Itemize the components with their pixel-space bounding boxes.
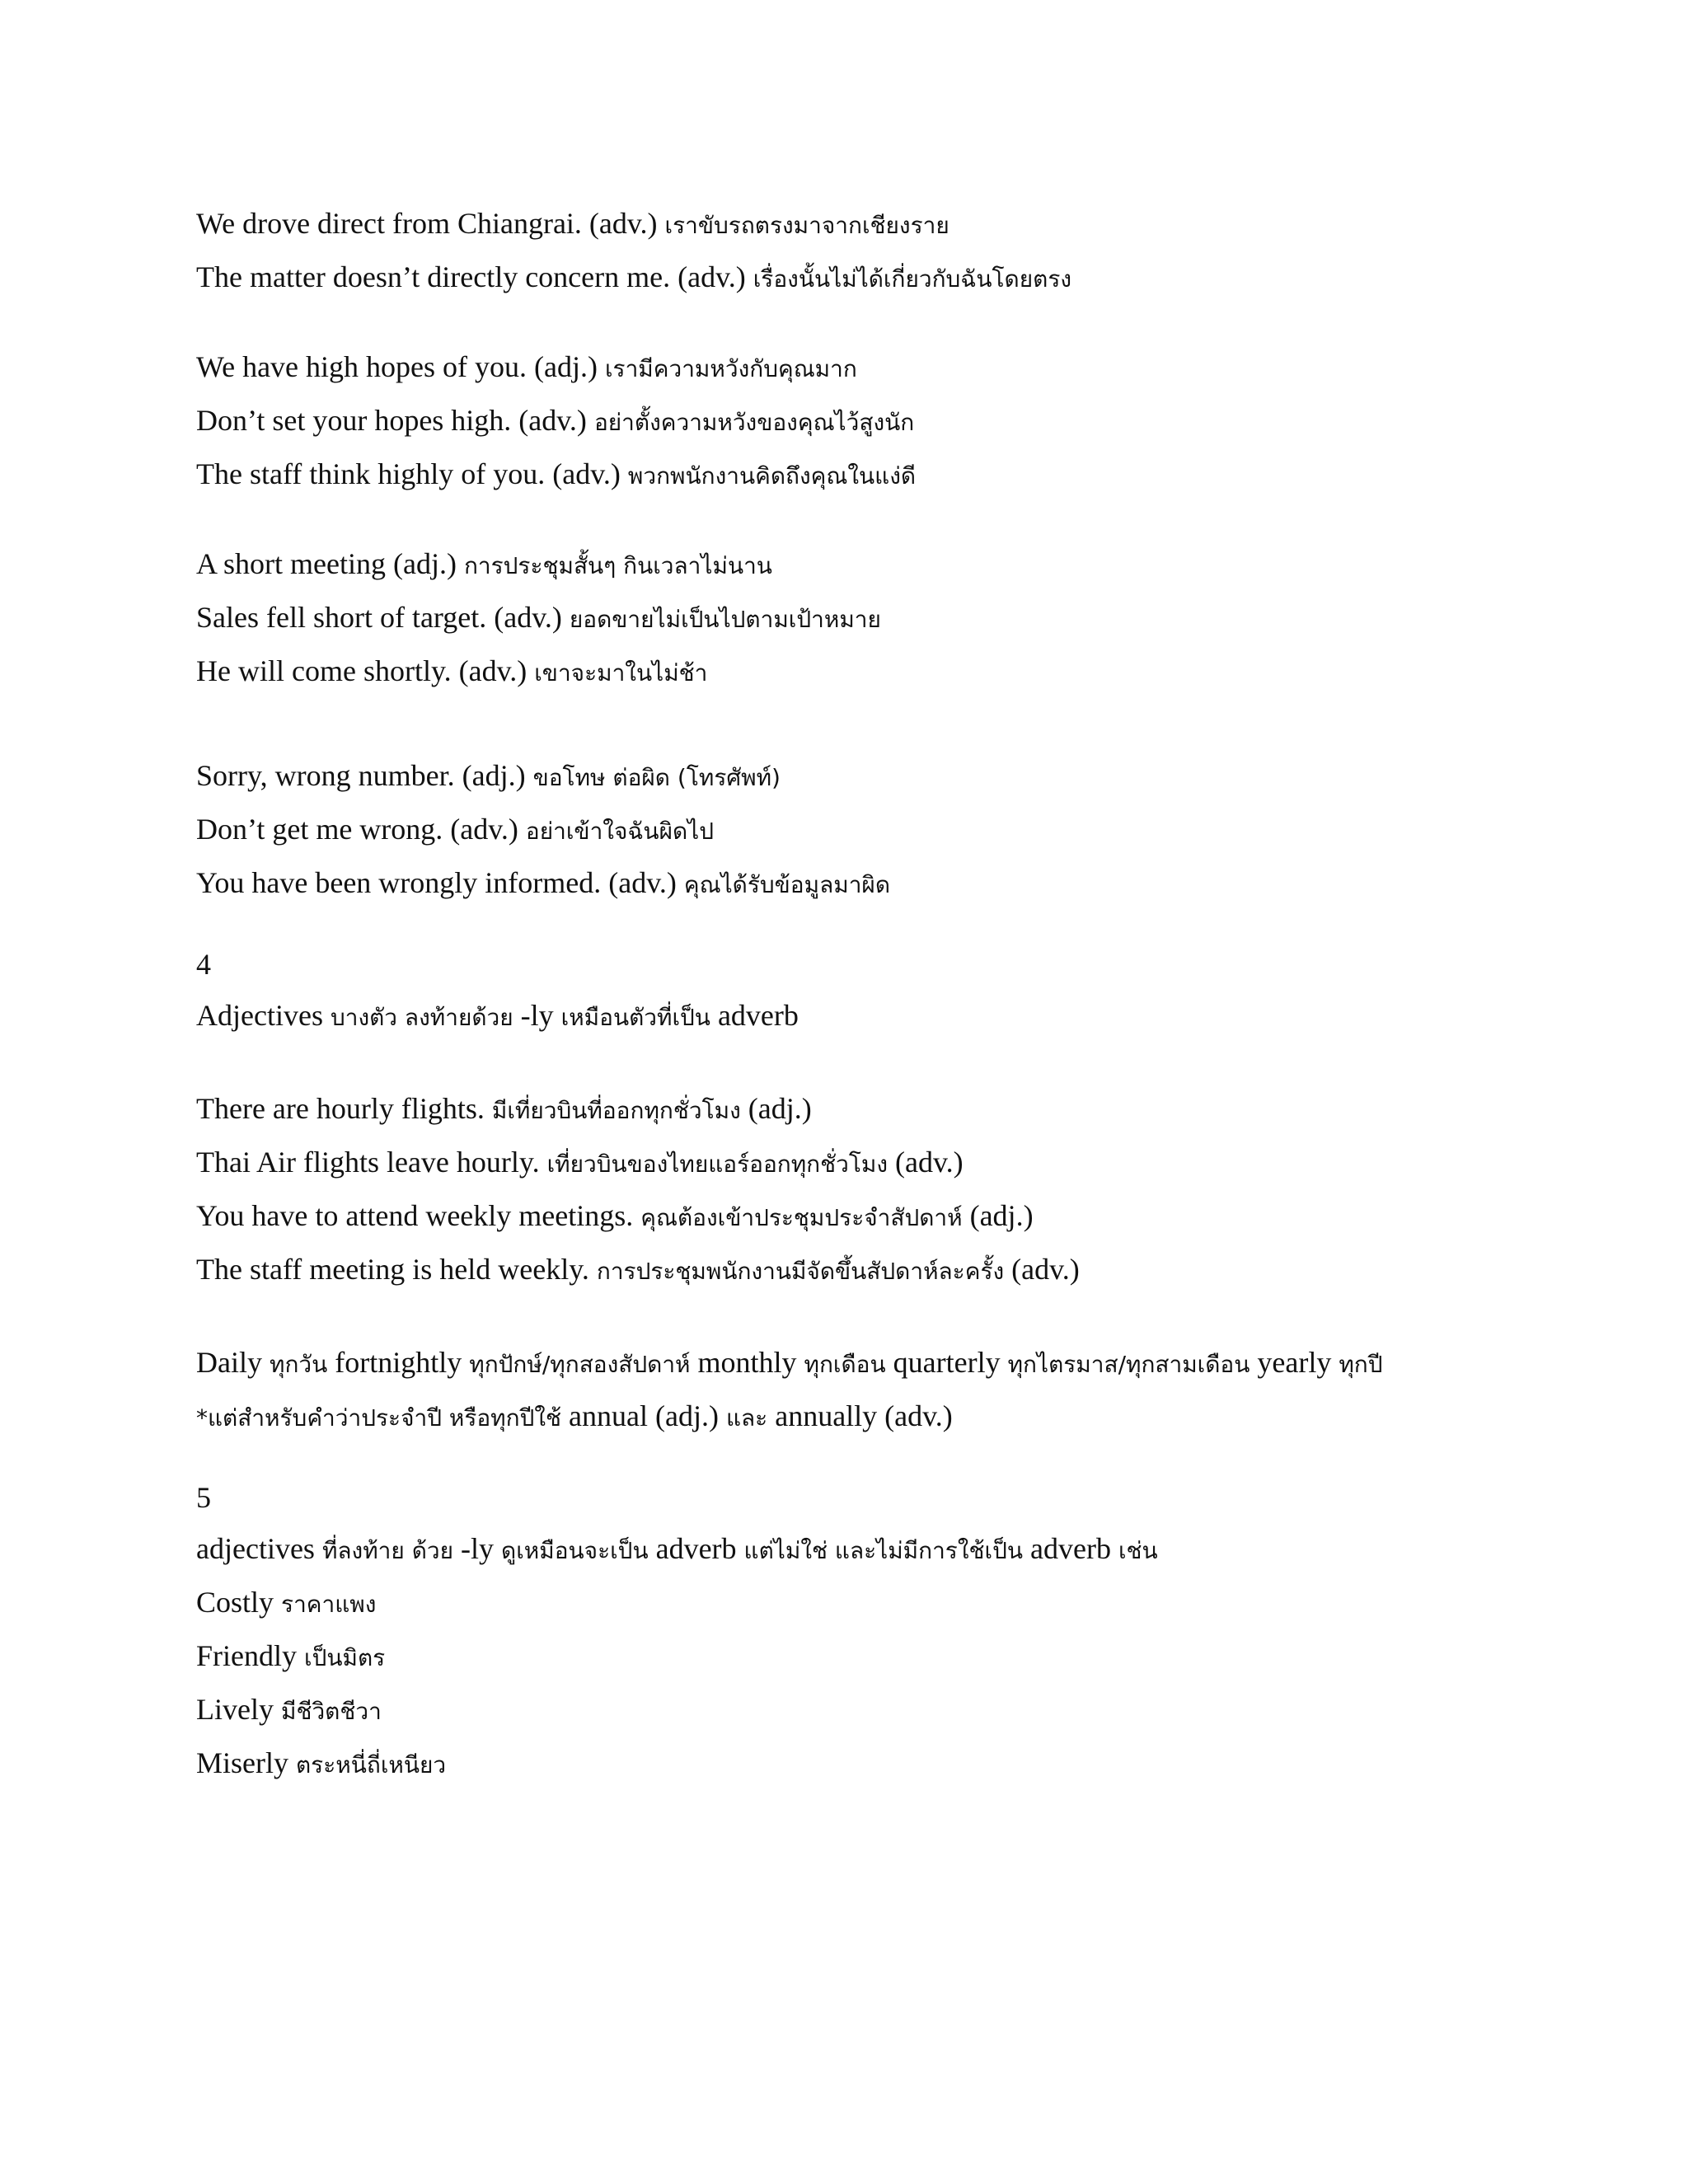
vocab-item (196, 1684, 1498, 1737)
frequency-word: yearly (1257, 1346, 1332, 1379)
frequency-thai: ทุกไตรมาส/ทุกสามเดือน (1007, 1351, 1250, 1378)
vocab-thai: มีชีวิตชีวา (280, 1698, 382, 1725)
frequency-word: Daily (196, 1346, 262, 1379)
frequency-thai: ทุกเดือน (804, 1351, 886, 1378)
heading-thai: ดูเหมือนจะเป็น (501, 1537, 649, 1564)
thai-translation: การประชุมสั้นๆ กินเวลาไม่นาน (463, 552, 772, 579)
heading-thai: เช่น (1118, 1537, 1158, 1564)
heading-term: adverb (717, 999, 799, 1032)
vocab-word: Lively (196, 1693, 274, 1726)
heading-thai: ที่ลงท้าย ด้วย (321, 1537, 454, 1564)
english-sentence: The staff meeting is held weekly. (196, 1253, 589, 1286)
heading-thai: แต่ไม่ใช่ และไม่มีการใช้เป็น (743, 1537, 1024, 1564)
vocab-item (196, 1577, 1498, 1630)
english-sentence: We have high hopes of you. (adj.) (196, 350, 598, 383)
english-sentence: Sorry, wrong number. (adj.) (196, 759, 526, 792)
section-number: 4 (196, 948, 211, 981)
heading-suffix: -ly (520, 999, 554, 1032)
example-line (196, 1190, 1498, 1244)
frequency-thai: ทุกปักษ์/ทุกสองสัปดาห์ (469, 1351, 691, 1378)
english-sentence: The staff think highly of you. (adv.) (196, 457, 621, 490)
section-heading (196, 990, 1498, 1043)
example-line (196, 592, 1498, 645)
example-line (196, 341, 1498, 395)
example-line (196, 1137, 1498, 1190)
thai-translation: เขาจะมาในไม่ช้า (534, 659, 708, 687)
frequency-thai: ทุกวัน (269, 1351, 328, 1378)
heading-thai: บางตัว ลงท้ายด้วย (330, 1004, 513, 1031)
english-sentence: You have been wrongly informed. (adv.) (196, 866, 677, 899)
english-sentence: A short meeting (adj.) (196, 547, 457, 580)
vocab-item (196, 1737, 1498, 1791)
note-term: annual (adj.) (569, 1399, 719, 1432)
heading-suffix: -ly (461, 1532, 495, 1565)
note-term: annually (adv.) (775, 1399, 953, 1432)
note-thai: *แต่สำหรับคำว่าประจำปี หรือทุกปีใช้ (196, 1404, 562, 1432)
frequency-word: monthly (697, 1346, 797, 1379)
vocab-thai: ตระหนี่ถี่เหนียว (296, 1751, 447, 1779)
section-heading (196, 1523, 1498, 1577)
section-number: 5 (196, 1481, 211, 1514)
thai-translation: เรามีความหวังกับคุณมาก (604, 355, 857, 382)
english-sentence: Thai Air flights leave hourly. (196, 1146, 540, 1179)
english-sentence: Don’t get me wrong. (adv.) (196, 813, 518, 846)
vocab-item (196, 1630, 1498, 1684)
vocab-word: Costly (196, 1586, 274, 1619)
vocab-thai: เป็นมิตร (304, 1644, 386, 1671)
english-sentence: The matter doesn’t directly concern me. (adv.) (196, 260, 746, 293)
vocab-word: Miserly (196, 1746, 288, 1779)
thai-translation: เรื่องนั้นไม่ได้เกี่ยวกับฉันโดยตรง (753, 265, 1072, 293)
heading-term: adverb (655, 1532, 737, 1565)
thai-translation: ขอโทษ ต่อผิด (โทรศัพท์) (532, 764, 781, 791)
note-thai: และ (725, 1404, 768, 1432)
document-page (196, 198, 1498, 1791)
example-line (196, 857, 1498, 911)
english-sentence: Sales fell short of target. (adv.) (196, 601, 562, 634)
thai-translation: มีเที่ยวบินที่ออกทุกชั่วโมง (491, 1097, 741, 1124)
frequency-list (196, 1337, 1498, 1390)
example-line (196, 448, 1498, 502)
example-line (196, 395, 1498, 448)
example-line (196, 645, 1498, 699)
example-line (196, 804, 1498, 857)
english-sentence: We drove direct from Chiangrai. (adv.) (196, 207, 658, 240)
english-sentence: There are hourly flights. (196, 1092, 485, 1125)
vocab-thai: ราคาแพง (281, 1591, 377, 1618)
vocab-word: Friendly (196, 1639, 297, 1672)
example-line (196, 1083, 1498, 1137)
frequency-thai: ทุกปี (1339, 1351, 1383, 1378)
english-sentence: He will come shortly. (adv.) (196, 654, 528, 687)
thai-translation: เที่ยวบินของไทยแอร์ออกทุกชั่วโมง (546, 1151, 889, 1178)
frequency-word: quarterly (893, 1346, 1001, 1379)
thai-translation: คุณต้องเข้าประชุมประจำสัปดาห์ (640, 1204, 963, 1231)
heading-term: Adjectives (196, 999, 323, 1032)
part-of-speech-tag: (adv.) (1011, 1253, 1080, 1286)
thai-translation: พวกพนักงานคิดถึงคุณในแง่ดี (627, 462, 917, 490)
example-line (196, 750, 1498, 804)
heading-term: adverb (1030, 1532, 1111, 1565)
note-line (196, 1390, 1498, 1444)
part-of-speech-tag: (adj.) (748, 1092, 812, 1125)
example-line (196, 538, 1498, 592)
example-line (196, 251, 1498, 305)
example-line (196, 1244, 1498, 1297)
thai-translation: อย่าเข้าใจฉันผิดไป (525, 818, 715, 845)
heading-term: adjectives (196, 1532, 315, 1565)
thai-translation: ยอดขายไม่เป็นไปตามเป้าหมาย (569, 606, 881, 633)
english-sentence: You have to attend weekly meetings. (196, 1199, 634, 1232)
thai-translation: คุณได้รับข้อมูลมาผิด (683, 871, 891, 898)
frequency-word: fortnightly (335, 1346, 462, 1379)
part-of-speech-tag: (adv.) (895, 1146, 964, 1179)
thai-translation: การประชุมพนักงานมีจัดขึ้นสัปดาห์ละครั้ง (596, 1258, 1005, 1285)
thai-translation: เราขับรถตรงมาจากเชียงราย (664, 212, 950, 239)
heading-thai: เหมือนตัวที่เป็น (560, 1004, 710, 1031)
part-of-speech-tag: (adj.) (969, 1199, 1034, 1232)
english-sentence: Don’t set your hopes high. (adv.) (196, 404, 587, 437)
example-line (196, 198, 1498, 251)
thai-translation: อย่าตั้งความหวังของคุณไว้สูงนัก (593, 409, 915, 436)
